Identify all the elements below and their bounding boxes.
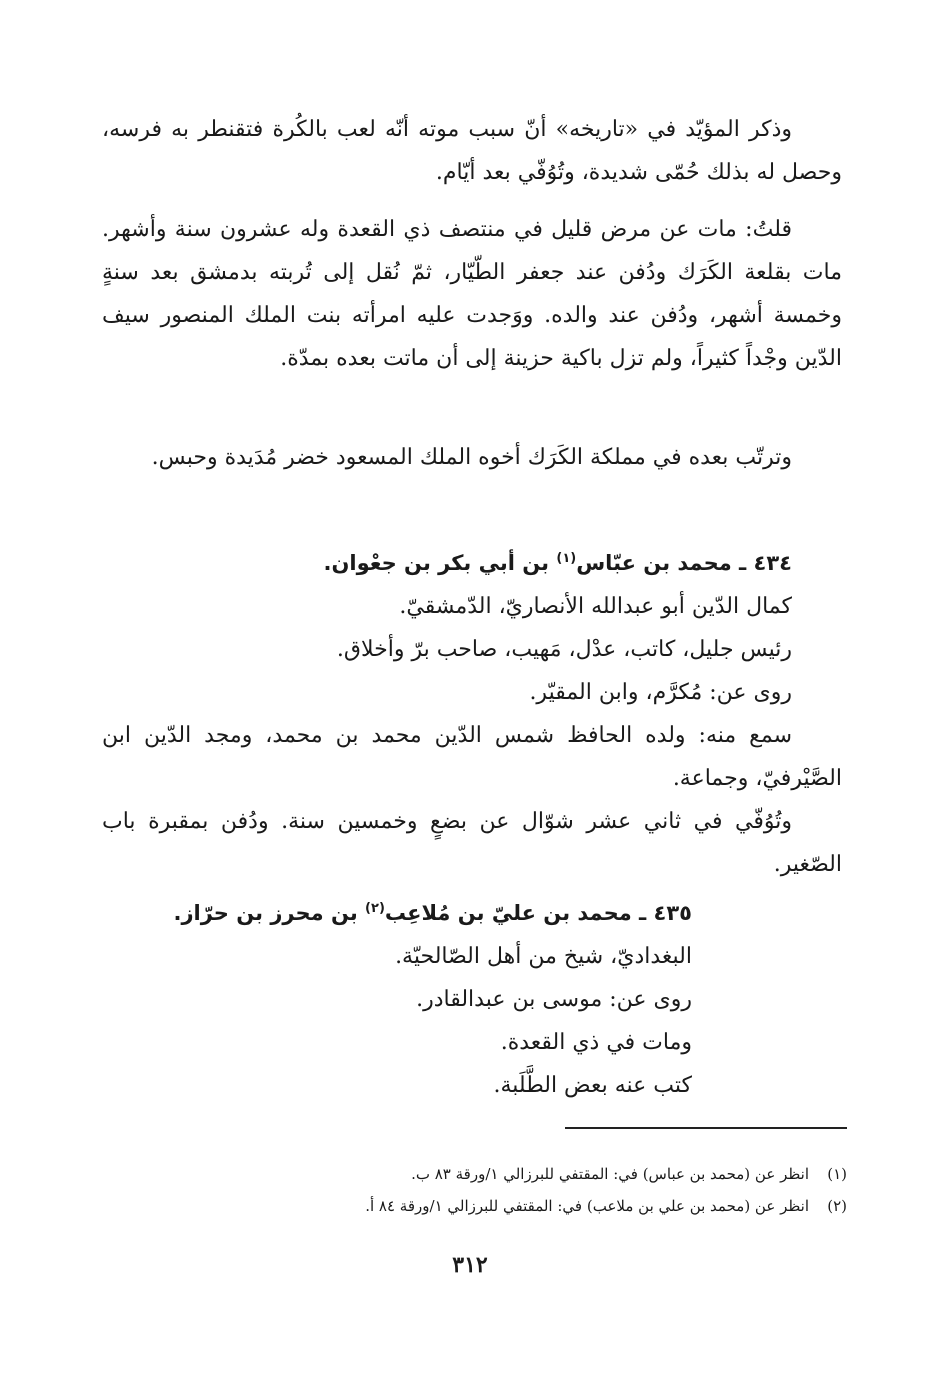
biography-entry-435: [102, 892, 842, 1107]
entry-line: البغداديّ، شيخ من أهل الصّالحيّة.: [395, 944, 692, 969]
entry-heading: [102, 892, 842, 935]
entry-heading-lineage: بن محرز بن حرّاز.: [173, 901, 366, 925]
paragraph-text: وذكر المؤيّد في «تاريخه» أنّ سبب موته أنّه لعب بالكُرة فتقنطر به فرسه، وحصل له بذلك حُمّى شديدة، وتُوُفّي بعد أيّام.: [102, 117, 842, 185]
entry-line: رئيس جليل، كاتب، عدْل، مَهيب، صاحب برّ وأخلاق.: [336, 637, 792, 662]
footnote-reference: (٢): [365, 901, 385, 916]
footnote-number: (١): [827, 1165, 847, 1183]
entry-heading: [102, 542, 842, 585]
entry-line: كمال الدّين أبو عبدالله الأنصاريّ، الدّمشقيّ.: [399, 594, 792, 619]
footnote-2: [107, 1190, 847, 1222]
paragraph-mu-ayyad: [102, 108, 842, 194]
entry-line: وتُوُفّي في ثاني عشر شوّال عن بضعٍ وخمسين سنة. ودُفن بمقبرة باب الصّغير.: [102, 809, 842, 877]
page-number: ٣١٢: [452, 1252, 488, 1278]
entry-line: روى عن: موسى بن عبدالقادر.: [416, 987, 692, 1012]
entry-line: روى عن: مُكرَّم، وابن المقيّر.: [529, 680, 792, 705]
footnote-1: [107, 1158, 847, 1190]
paragraph-text: وترتّب بعده في مملكة الكَرَك أخوه الملك المسعود خضر مُدَيدة وحبس.: [151, 445, 792, 470]
biography-entry-434: [102, 542, 842, 886]
footnotes: [107, 1158, 847, 1222]
entry-line: سمع منه: ولده الحافظ شمس الدّين محمد بن محمد، ومجد الدّين ابن الصَّيْرفيّ، وجماعة.: [102, 723, 842, 791]
footnote-text: انظر عن (محمد بن عباس) في: المقتفي للبرزالي ١/ورقة ٨٣ ب.: [411, 1165, 809, 1183]
entry-heading-name: ٤٣٤ ـ محمد بن عبّاس: [576, 551, 792, 575]
paragraph-text: قلتُ: مات عن مرض قليل في منتصف ذي القعدة وله عشرون سنة وأشهر. مات بقلعة الكَرَك ودُفن عند جعفر الطّيّار، ثمّ نُقل إلى تُربته بدمشق بعد سنةٍ وخمسة أشهر، ودُفن عند والده. ووَجدت عليه امرأته بنت الملك المنصور سيف الدّين وجْداً كثيراً، ولم تزل باكية حزينة إلى أن ماتت بعده بمدّة.: [102, 217, 842, 371]
entry-heading-name: ٤٣٥ ـ محمد بن عليّ بن مُلاعِب: [384, 901, 692, 925]
entry-heading-lineage: بن أبي بكر بن جعْوان.: [323, 551, 557, 575]
paragraph-succession: [102, 436, 842, 479]
entry-line: ومات في ذي القعدة.: [500, 1030, 692, 1055]
footnote-divider: [565, 1127, 847, 1129]
footnote-number: (٢): [827, 1197, 847, 1215]
paragraph-death-note: [102, 208, 842, 380]
entry-line: كتب عنه بعض الطَّلَبة.: [493, 1073, 692, 1098]
footnote-reference: (١): [556, 551, 577, 566]
footnote-text: انظر عن (محمد بن علي بن ملاعب) في: المقتفي للبرزالي ١/ورقة ٨٤ أ.: [365, 1197, 809, 1215]
